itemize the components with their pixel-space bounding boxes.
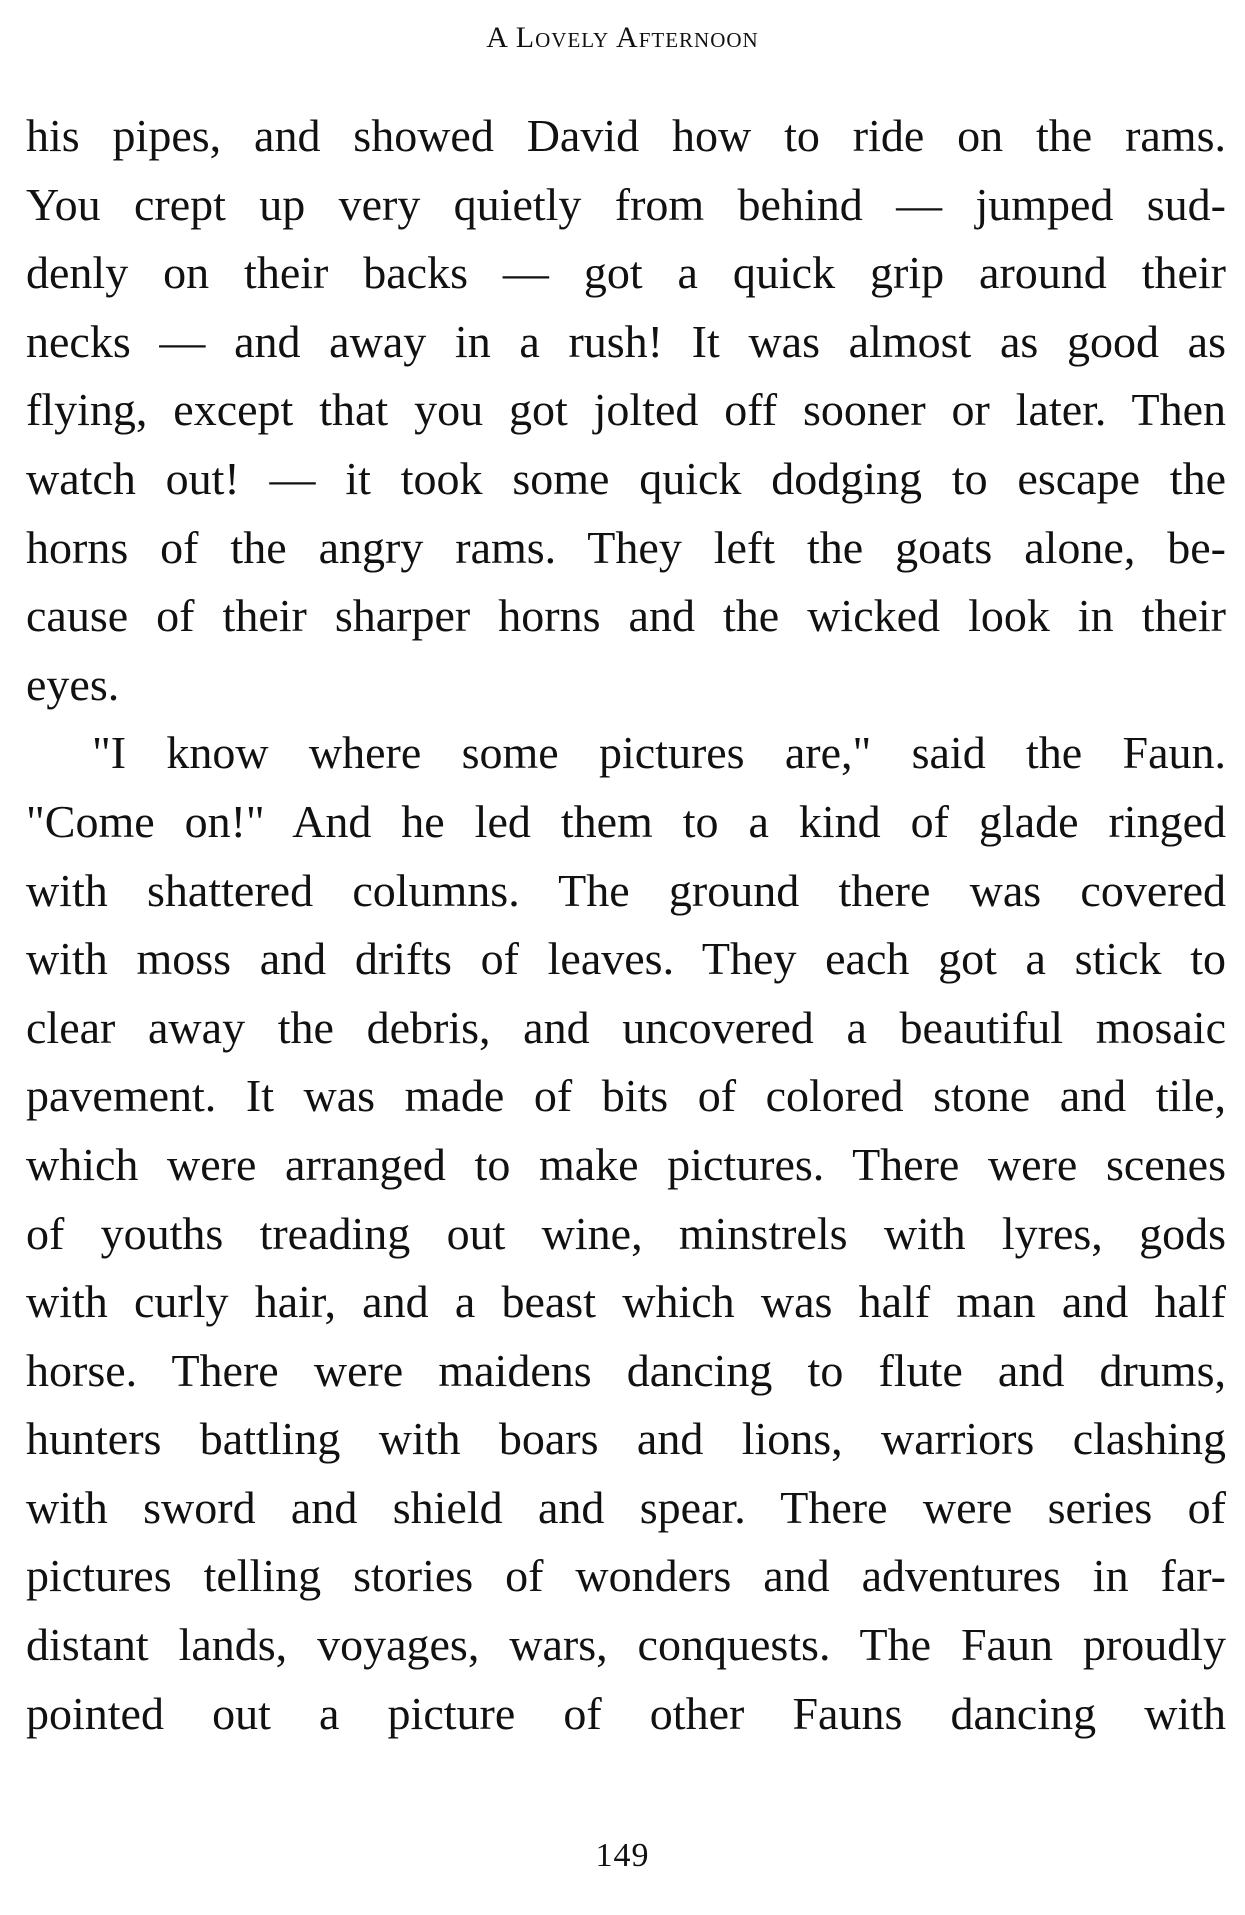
page-number: 149 bbox=[595, 1837, 650, 1874]
text-line: "Come on!" And he led them to a kind of glade ringed bbox=[26, 795, 1226, 847]
text-line: cause of their sharper horns and the wicked look in their bbox=[26, 590, 1226, 642]
text-line: flying, except that you got jolted off sooner or later. Then bbox=[26, 384, 1226, 436]
text-line: distant lands, voyages, wars, conquests. The Faun proudly bbox=[26, 1619, 1226, 1671]
body-text bbox=[26, 102, 1226, 1748]
text-line: pictures telling stories of wonders and adventures in far- bbox=[26, 1550, 1226, 1602]
text-line: pointed out a picture of other Fauns dancing with bbox=[26, 1687, 1226, 1739]
running-head: A Lovely Afternoon bbox=[486, 21, 759, 54]
text-line: clear away the debris, and uncovered a beautiful mosaic bbox=[26, 1001, 1226, 1053]
text-line: with curly hair, and a beast which was half man and half bbox=[26, 1276, 1226, 1328]
text-line: horse. There were maidens dancing to flute and drums, bbox=[26, 1344, 1226, 1396]
text-line: pavement. It was made of bits of colored stone and tile, bbox=[26, 1070, 1226, 1122]
text-line: necks — and away in a rush! It was almost as good as bbox=[26, 315, 1226, 367]
text-line: You crept up very quietly from behind — jumped sud- bbox=[26, 178, 1226, 230]
paragraph-2 bbox=[26, 719, 1226, 1748]
text-line: his pipes, and showed David how to ride on the rams. bbox=[26, 110, 1226, 161]
text-line: with sword and shield and spear. There were series of bbox=[26, 1481, 1226, 1533]
text-line: denly on their backs — got a quick grip around their bbox=[26, 247, 1226, 299]
text-line: "I know where some pictures are," said the Faun. bbox=[92, 727, 1226, 779]
text-line: of youths treading out wine, minstrels with lyres, gods bbox=[26, 1207, 1226, 1259]
text-line: with moss and drifts of leaves. They each got a stick to bbox=[26, 933, 1226, 985]
text-line: watch out! — it took some quick dodging to escape the bbox=[26, 452, 1226, 504]
text-line: eyes. bbox=[26, 658, 120, 710]
text-line: with shattered columns. The ground there was covered bbox=[26, 864, 1226, 916]
text-line: hunters battling with boars and lions, warriors clashing bbox=[26, 1413, 1226, 1465]
paragraph-1 bbox=[26, 102, 1226, 719]
text-line: horns of the angry rams. They left the goats alone, be- bbox=[26, 521, 1226, 573]
text-line: which were arranged to make pictures. There were scenes bbox=[26, 1138, 1226, 1190]
